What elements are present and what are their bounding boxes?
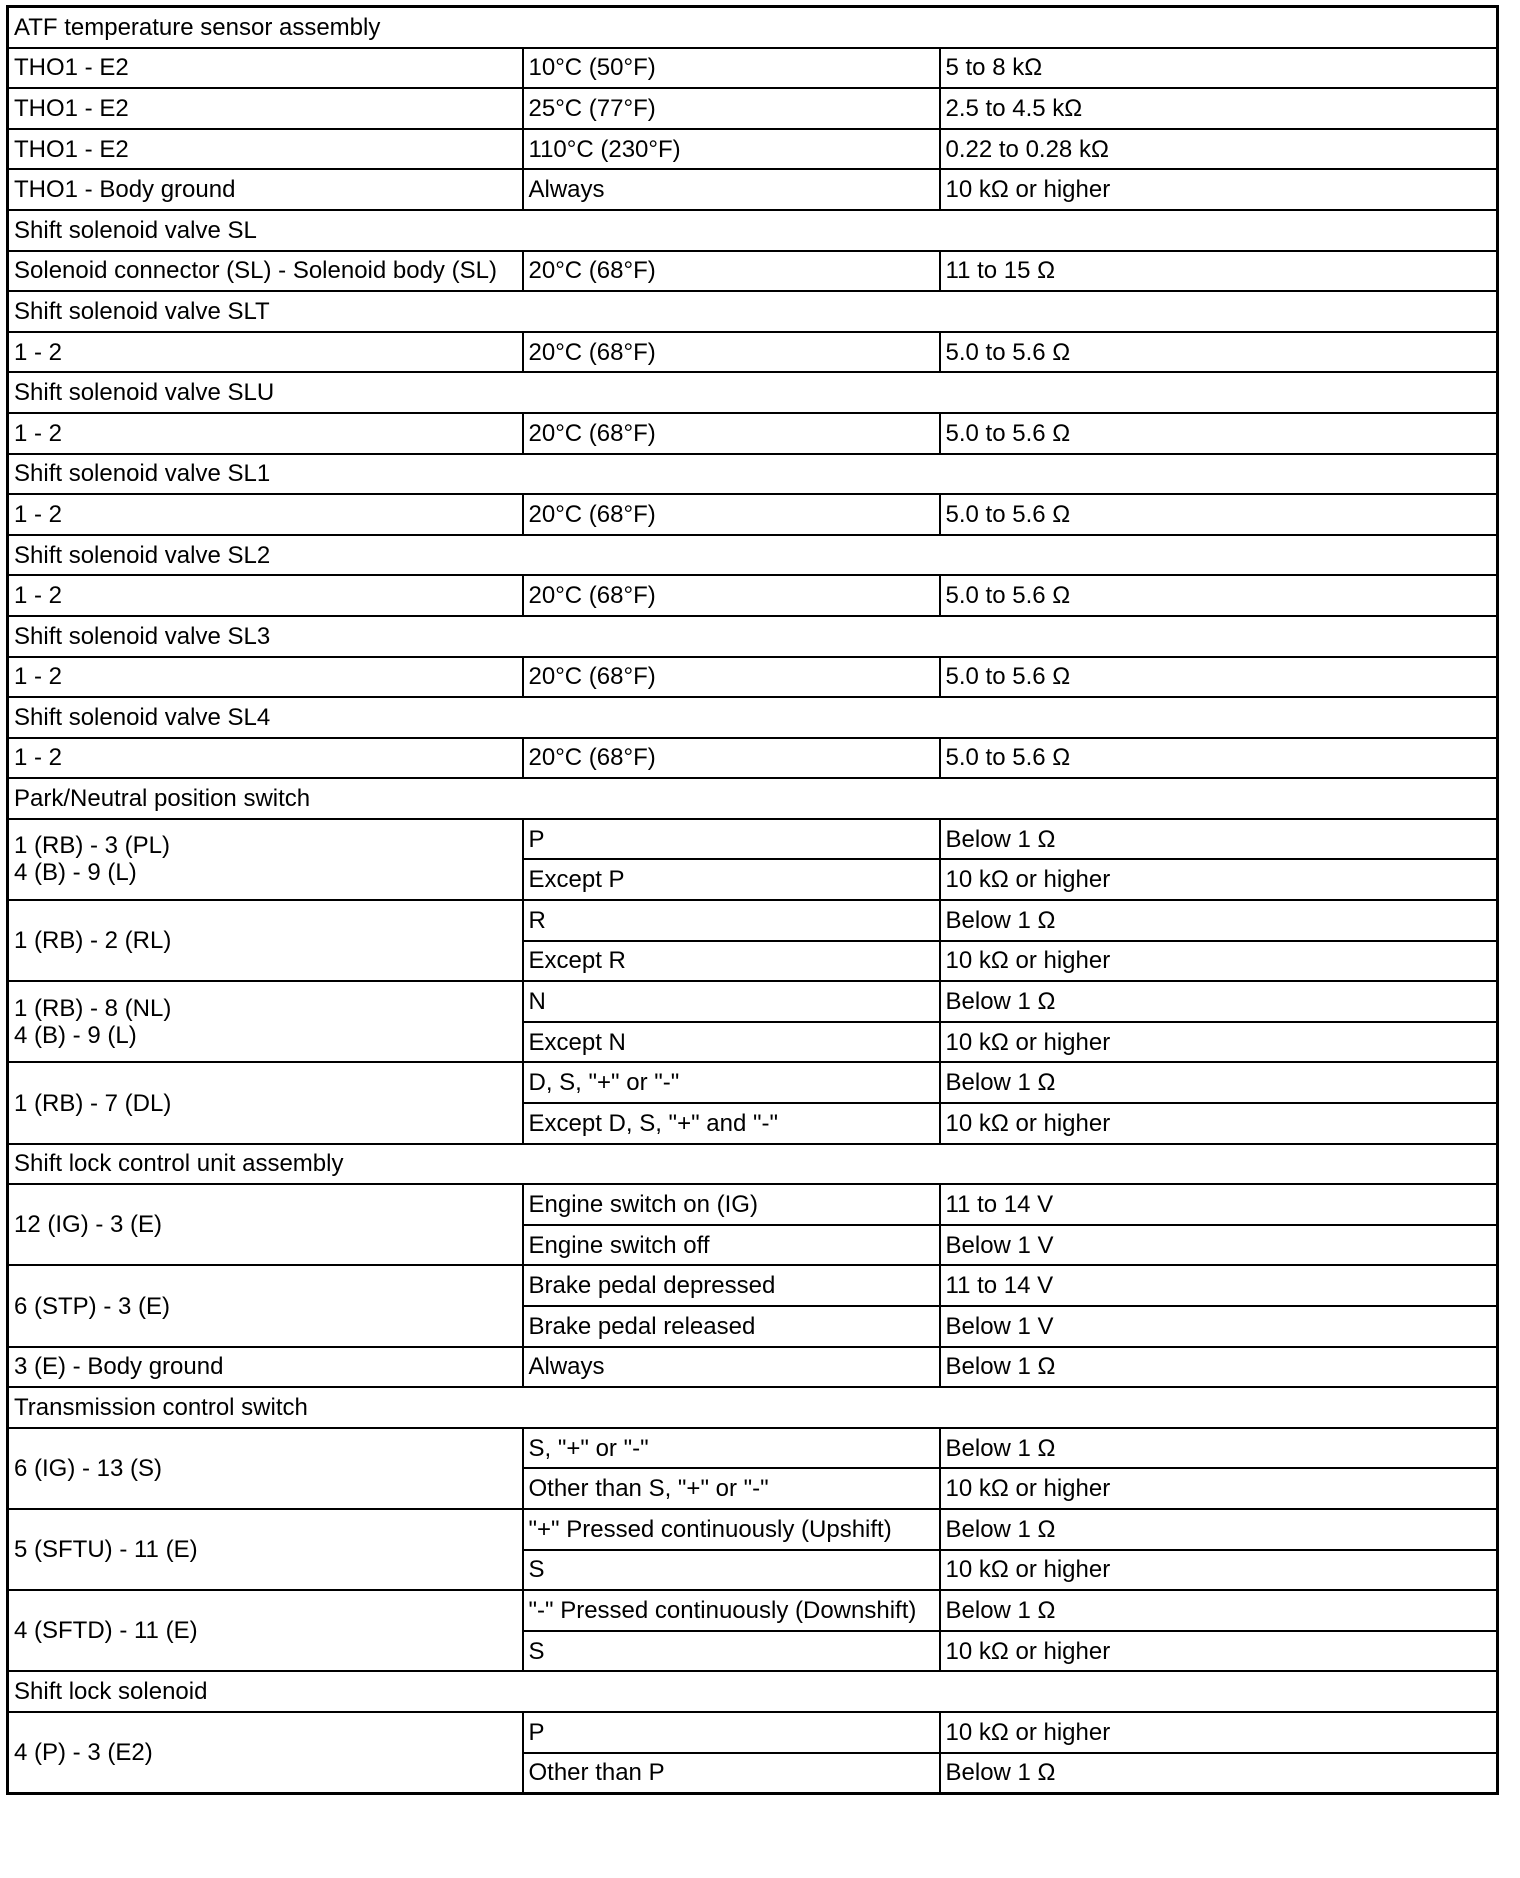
spec-cell: Below 1 Ω: [940, 1753, 1498, 1794]
condition-cell: D, S, "+" or "-": [523, 1062, 940, 1103]
spec-cell: Below 1 Ω: [940, 1347, 1498, 1388]
section-header-row: [8, 7, 1498, 48]
terminal-cell: THO1 - E2: [8, 48, 523, 89]
condition-cell: Except P: [523, 859, 940, 900]
terminal-line: 4 (P) - 3 (E2): [14, 1739, 153, 1767]
terminal-cell: [8, 981, 523, 1062]
spec-cell: 2.5 to 4.5 kΩ: [940, 88, 1498, 129]
terminal-cell: 1 - 2: [8, 575, 523, 616]
terminal-cell: [8, 1265, 523, 1346]
terminal-cell: 1 - 2: [8, 494, 523, 535]
table-row: [8, 1347, 1498, 1388]
condition-cell: Brake pedal depressed: [523, 1265, 940, 1306]
spec-cell: Below 1 Ω: [940, 1428, 1498, 1469]
condition-cell: 20°C (68°F): [523, 738, 940, 779]
table-row: [8, 129, 1498, 170]
section-title: Shift solenoid valve SL3: [8, 616, 1498, 657]
spec-cell: 10 kΩ or higher: [940, 859, 1498, 900]
condition-cell: Except D, S, "+" and "-": [523, 1103, 940, 1144]
terminal-cell: 1 - 2: [8, 332, 523, 373]
terminal-cell: [8, 1184, 523, 1265]
terminal-cell: [8, 900, 523, 981]
terminal-line: 6 (IG) - 13 (S): [14, 1454, 163, 1482]
spec-cell: 10 kΩ or higher: [940, 1103, 1498, 1144]
table-row: [8, 981, 1498, 1022]
table-row: [8, 1712, 1498, 1753]
condition-cell: "+" Pressed continuously (Upshift): [523, 1509, 940, 1550]
condition-cell: S: [523, 1550, 940, 1591]
spec-cell: 5.0 to 5.6 Ω: [940, 738, 1498, 779]
terminal-line: 3 (E) - Body ground: [14, 1353, 224, 1381]
condition-cell: Brake pedal released: [523, 1306, 940, 1347]
spec-cell: 5.0 to 5.6 Ω: [940, 494, 1498, 535]
terminal-line: 12 (IG) - 3 (E): [14, 1211, 163, 1239]
terminal-line: 1 (RB) - 8 (NL): [14, 994, 172, 1022]
terminal-line: 4 (B) - 9 (L): [14, 859, 137, 887]
table-row: [8, 1428, 1498, 1469]
condition-cell: 20°C (68°F): [523, 575, 940, 616]
condition-cell: Always: [523, 1347, 940, 1388]
terminal-cell: [8, 1428, 523, 1509]
table-row: [8, 1590, 1498, 1631]
section-title: Shift solenoid valve SLT: [8, 291, 1498, 332]
terminal-cell: THO1 - E2: [8, 88, 523, 129]
spec-table-body: [8, 7, 1498, 1794]
table-row: [8, 88, 1498, 129]
condition-cell: 110°C (230°F): [523, 129, 940, 170]
terminal-cell: 1 - 2: [8, 413, 523, 454]
table-row: [8, 1184, 1498, 1225]
condition-cell: R: [523, 900, 940, 941]
condition-cell: 25°C (77°F): [523, 88, 940, 129]
spec-cell: 5 to 8 kΩ: [940, 48, 1498, 89]
spec-cell: 11 to 14 V: [940, 1265, 1498, 1306]
section-title: Shift solenoid valve SL1: [8, 454, 1498, 495]
terminal-line: 5 (SFTU) - 11 (E): [14, 1536, 198, 1564]
spec-cell: 5.0 to 5.6 Ω: [940, 575, 1498, 616]
section-header-row: [8, 778, 1498, 819]
spec-cell: 10 kΩ or higher: [940, 1550, 1498, 1591]
terminal-cell: [8, 1590, 523, 1671]
table-row: [8, 819, 1498, 860]
section-title: Shift solenoid valve SL2: [8, 535, 1498, 576]
terminal-line: 4 (B) - 9 (L): [14, 1021, 137, 1049]
terminal-line: 1 (RB) - 7 (DL): [14, 1089, 172, 1117]
spec-cell: 10 kΩ or higher: [940, 1468, 1498, 1509]
section-title: ATF temperature sensor assembly: [8, 7, 1498, 48]
condition-cell: Always: [523, 169, 940, 210]
condition-cell: 10°C (50°F): [523, 48, 940, 89]
section-header-row: [8, 1144, 1498, 1185]
section-header-row: [8, 454, 1498, 495]
table-row: [8, 251, 1498, 292]
terminal-line: 4 (SFTD) - 11 (E): [14, 1617, 198, 1645]
table-row: [8, 48, 1498, 89]
section-title: Transmission control switch: [8, 1387, 1498, 1428]
spec-cell: Below 1 Ω: [940, 1062, 1498, 1103]
condition-cell: S: [523, 1631, 940, 1672]
spec-cell: 11 to 14 V: [940, 1184, 1498, 1225]
condition-cell: 20°C (68°F): [523, 413, 940, 454]
table-row: [8, 900, 1498, 941]
table-row: [8, 332, 1498, 373]
section-header-row: [8, 210, 1498, 251]
condition-cell: Engine switch off: [523, 1225, 940, 1266]
spec-cell: Below 1 Ω: [940, 981, 1498, 1022]
section-header-row: [8, 372, 1498, 413]
table-row: [8, 738, 1498, 779]
table-row: [8, 494, 1498, 535]
condition-cell: Except R: [523, 941, 940, 982]
spec-cell: 5.0 to 5.6 Ω: [940, 413, 1498, 454]
section-title: Shift lock solenoid: [8, 1671, 1498, 1712]
terminal-cell: [8, 819, 523, 900]
section-header-row: [8, 1387, 1498, 1428]
spec-cell: 0.22 to 0.28 kΩ: [940, 129, 1498, 170]
spec-cell: 10 kΩ or higher: [940, 1631, 1498, 1672]
condition-cell: Engine switch on (IG): [523, 1184, 940, 1225]
condition-cell: Other than S, "+" or "-": [523, 1468, 940, 1509]
spec-cell: Below 1 V: [940, 1306, 1498, 1347]
spec-cell: Below 1 Ω: [940, 1590, 1498, 1631]
condition-cell: 20°C (68°F): [523, 332, 940, 373]
spec-cell: 10 kΩ or higher: [940, 1022, 1498, 1063]
terminal-cell: [8, 1712, 523, 1794]
section-title: Shift solenoid valve SLU: [8, 372, 1498, 413]
condition-cell: Except N: [523, 1022, 940, 1063]
section-title: Park/Neutral position switch: [8, 778, 1498, 819]
terminal-cell: [8, 1509, 523, 1590]
condition-cell: 20°C (68°F): [523, 494, 940, 535]
table-row: [8, 657, 1498, 698]
condition-cell: "-" Pressed continuously (Downshift): [523, 1590, 940, 1631]
table-row: [8, 1265, 1498, 1306]
section-header-row: [8, 697, 1498, 738]
section-title: Shift lock control unit assembly: [8, 1144, 1498, 1185]
spec-cell: Below 1 Ω: [940, 900, 1498, 941]
table-row: [8, 1062, 1498, 1103]
spec-cell: 10 kΩ or higher: [940, 1712, 1498, 1753]
section-header-row: [8, 291, 1498, 332]
spec-cell: 10 kΩ or higher: [940, 169, 1498, 210]
terminal-line: 1 (RB) - 2 (RL): [14, 927, 172, 955]
section-header-row: [8, 616, 1498, 657]
terminal-cell: THO1 - E2: [8, 129, 523, 170]
spec-cell: 5.0 to 5.6 Ω: [940, 332, 1498, 373]
terminal-cell: 1 - 2: [8, 738, 523, 779]
table-row: [8, 575, 1498, 616]
terminal-line: 1 (RB) - 3 (PL): [14, 832, 171, 860]
section-header-row: [8, 535, 1498, 576]
section-title: Shift solenoid valve SL4: [8, 697, 1498, 738]
spec-cell: Below 1 Ω: [940, 1509, 1498, 1550]
table-row: [8, 413, 1498, 454]
condition-cell: S, "+" or "-": [523, 1428, 940, 1469]
terminal-line: 6 (STP) - 3 (E): [14, 1292, 171, 1320]
condition-cell: Other than P: [523, 1753, 940, 1794]
section-header-row: [8, 1671, 1498, 1712]
spec-cell: Below 1 V: [940, 1225, 1498, 1266]
condition-cell: 20°C (68°F): [523, 657, 940, 698]
condition-cell: N: [523, 981, 940, 1022]
condition-cell: P: [523, 1712, 940, 1753]
section-title: Shift solenoid valve SL: [8, 210, 1498, 251]
table-row: [8, 169, 1498, 210]
condition-cell: P: [523, 819, 940, 860]
spec-cell: Below 1 Ω: [940, 819, 1498, 860]
spec-cell: 5.0 to 5.6 Ω: [940, 657, 1498, 698]
resistance-spec-table: [6, 5, 1499, 1795]
terminal-cell: [8, 1347, 523, 1388]
table-row: [8, 1509, 1498, 1550]
spec-cell: 11 to 15 Ω: [940, 251, 1498, 292]
terminal-cell: [8, 1062, 523, 1143]
spec-cell: 10 kΩ or higher: [940, 941, 1498, 982]
terminal-cell: Solenoid connector (SL) - Solenoid body (SL): [8, 251, 523, 292]
condition-cell: 20°C (68°F): [523, 251, 940, 292]
terminal-cell: THO1 - Body ground: [8, 169, 523, 210]
terminal-cell: 1 - 2: [8, 657, 523, 698]
